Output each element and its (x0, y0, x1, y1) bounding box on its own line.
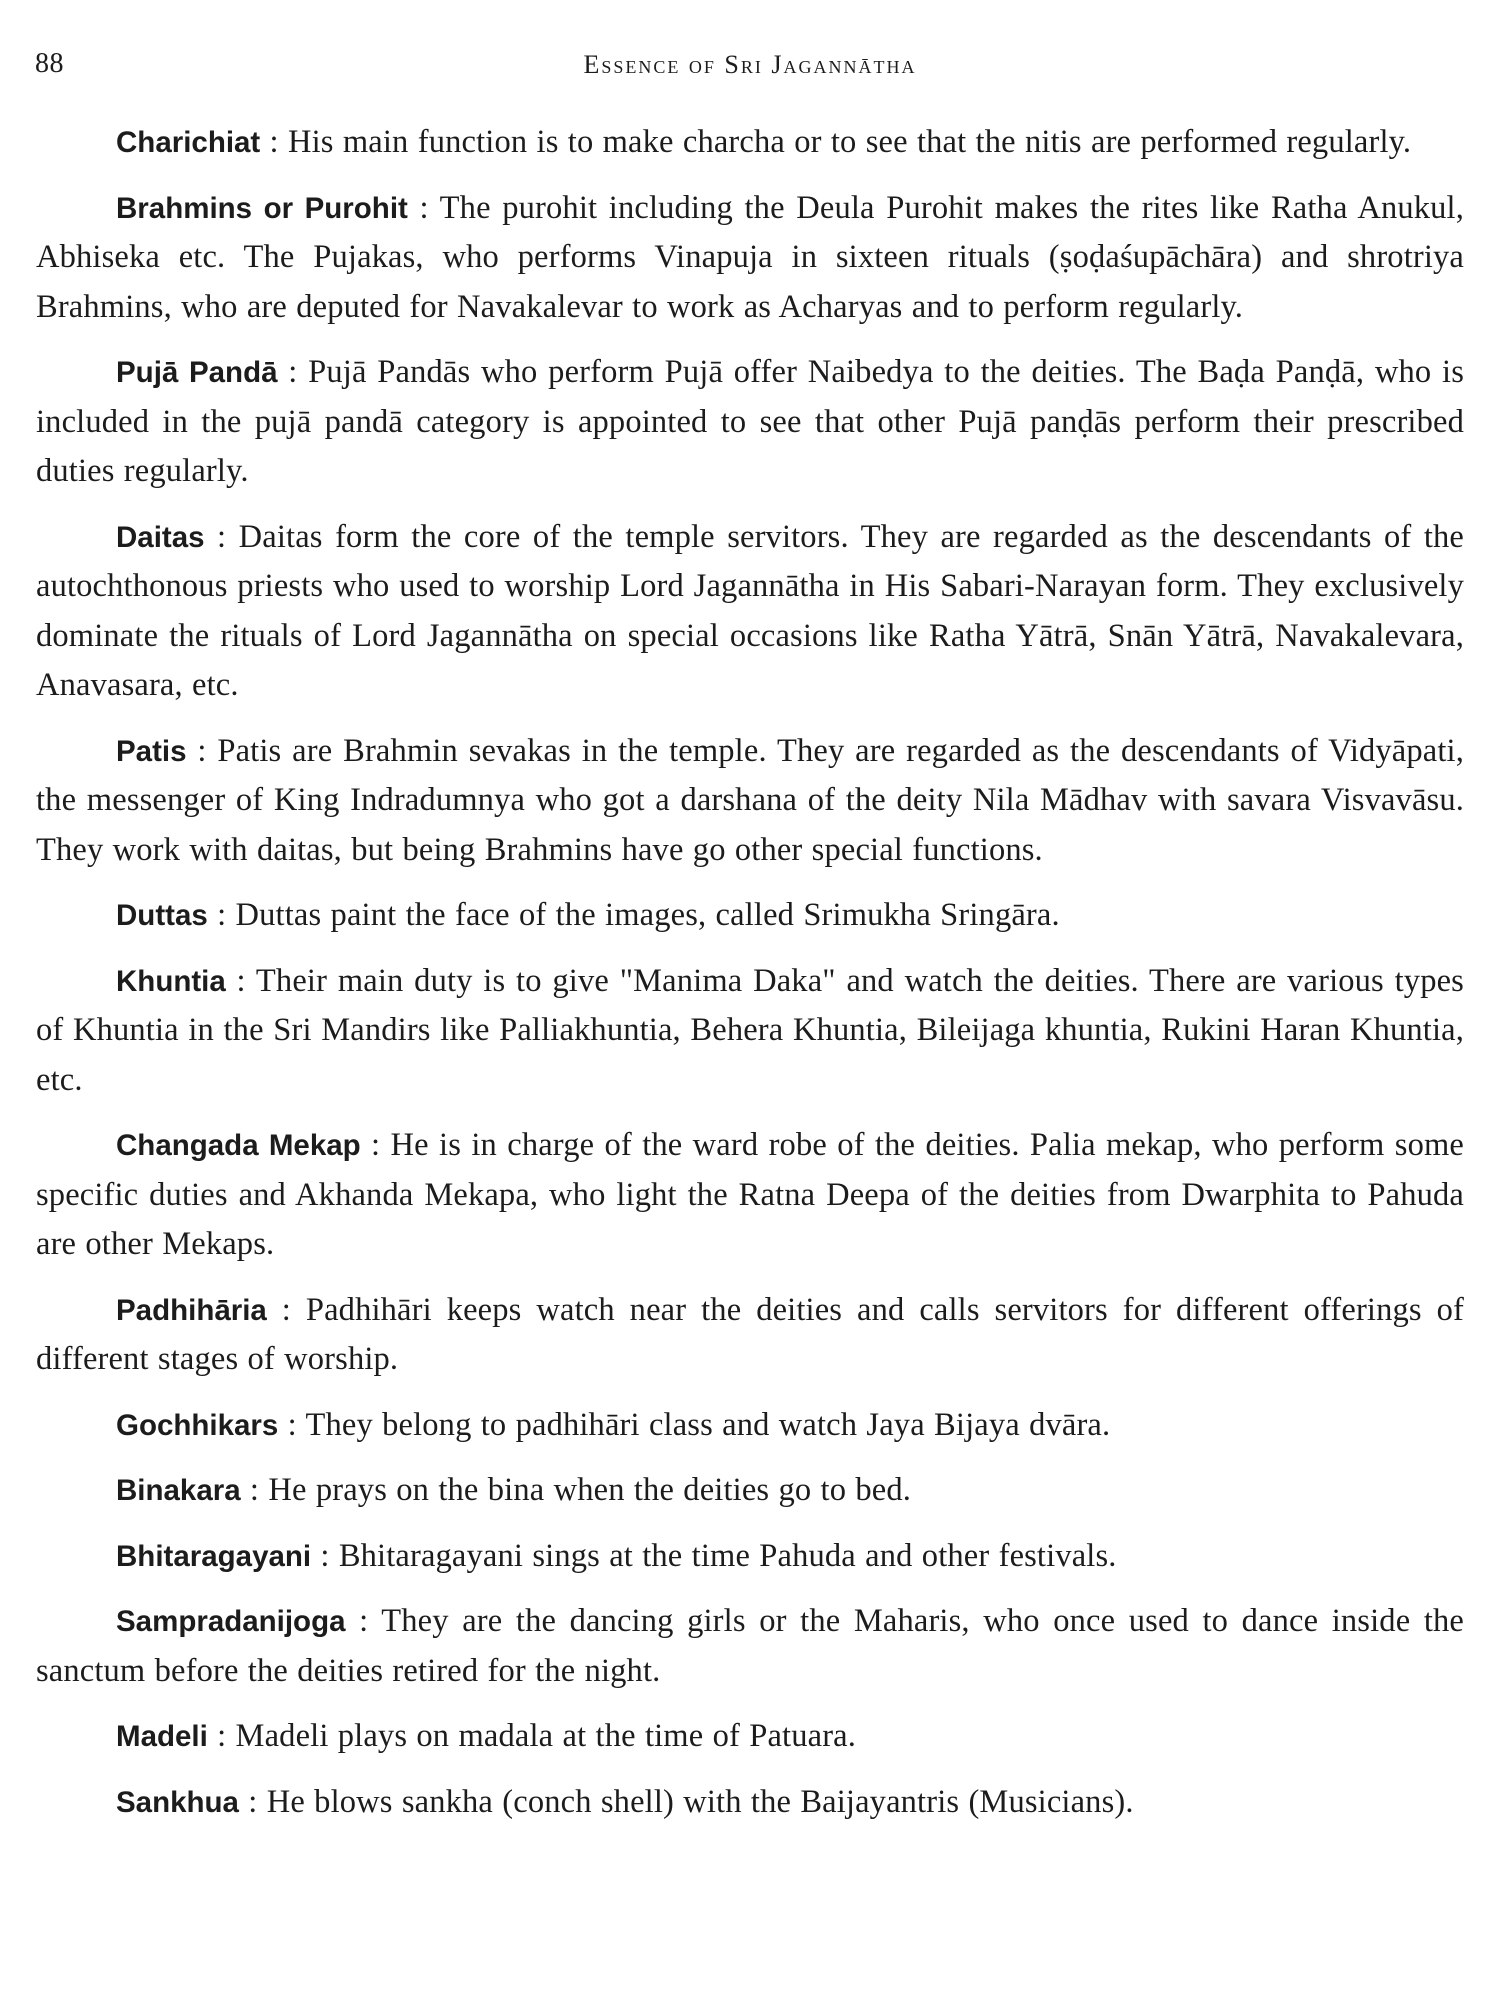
entry-text: Bhitaragayani sings at the time Pahuda and other festivals. (338, 1537, 1117, 1574)
entry-khuntia (36, 957, 1464, 1106)
entry-puja-panda (36, 348, 1464, 497)
entry-separator: : (225, 962, 256, 999)
entry-text: They belong to padhihāri class and watch Jaya Bijaya dvāra. (305, 1406, 1111, 1443)
entry-term: Pujā Pandā (116, 356, 278, 389)
entry-term: Madeli (116, 1720, 208, 1753)
entry-separator: : (277, 354, 309, 390)
entry-separator: : (186, 732, 218, 769)
page-header (0, 48, 1500, 88)
page-number: 88 (35, 48, 64, 79)
entry-padhiharia (36, 1286, 1464, 1385)
entry-separator: : (204, 518, 239, 555)
entry-patis (36, 727, 1464, 876)
entry-separator: : (238, 1783, 267, 1820)
entry-term: Padhihāria (116, 1293, 267, 1327)
entry-separator: : (207, 1718, 236, 1754)
entry-text: He is in charge of the ward robe of the deities. Palia mekap, who perform some specific duties and Akhanda Mekapa, who light the Ratna Deepa of the deities from Dwarphita to Pahuda are other Mekaps. (36, 1127, 1464, 1262)
entry-separator: : (278, 1406, 306, 1443)
entry-text: He blows sankha (conch shell) with the Baijayantris (Musicians). (266, 1783, 1134, 1820)
entry-term: Brahmins or Purohit (116, 191, 408, 225)
running-title: Essence of Sri Jagannātha (583, 50, 917, 79)
entry-separator: : (260, 124, 288, 160)
entry-text: Their main duty is to give "Manima Daka" and watch the deities. There are various types of Khuntia in the Sri Mandirs like Palliakhuntia, Behera Khuntia, Bileijaga khuntia, Rukini Haran Khuntia, etc. (36, 962, 1464, 1098)
entry-term: Gochhikars (116, 1408, 279, 1442)
entry-separator: : (345, 1603, 382, 1639)
entry-term: Changada Mekap (116, 1129, 361, 1162)
entry-term: Sankhua (116, 1785, 239, 1819)
entry-text: Patis are Brahmin sevakas in the temple. They are regarded as the descendants of Vidyāpati, the messenger of King Indradumnya who got a darshana of the deity Nila Mādhav with savara Visvavāsu. They work with daitas, but being Brahmins have go other special functions. (36, 732, 1464, 868)
entry-text: Daitas form the core of the temple servitors. They are regarded as the descendants of the autochthonous priests who used to worship Lord Jagannātha in His Sabari-Narayan form. They exclusively dominate the rituals of Lord Jagannātha on special occasions like Ratha Yātrā, Snān Yātrā, Navakalevara, Anavasara, etc. (36, 518, 1465, 703)
entry-separator: : (207, 897, 236, 933)
entry-separator: : (240, 1472, 269, 1508)
page-body (36, 118, 1464, 1843)
entry-brahmins-or-purohit (36, 184, 1464, 333)
entry-madeli (36, 1712, 1464, 1762)
entry-duttas (36, 891, 1464, 941)
entry-separator: : (266, 1291, 306, 1328)
entry-text: Pujā Pandās who perform Pujā offer Naibedya to the deities. The Baḍa Panḍā, who is included in the pujā pandā category is appointed to see that other Pujā panḍās perform their prescribed duties regularly. (36, 354, 1464, 489)
entry-term: Bhitaragayani (116, 1539, 312, 1573)
entry-gochhikars (36, 1401, 1464, 1451)
entry-separator: : (360, 1127, 391, 1163)
entry-text: The purohit including the Deula Purohit makes the rites like Ratha Anukul, Abhiseka etc. The Pujakas, who performs Vinapuja in sixteen rituals (ṣoḍaśupāchāra) and shrotriya Brahmins, who are deputed for Navakalevar to work as Acharyas and to perform regularly. (36, 189, 1464, 325)
entry-sankhua (36, 1778, 1464, 1828)
entry-charichiat (36, 118, 1464, 168)
entry-text: Duttas paint the face of the images, called Srimukha Sringāra. (235, 897, 1060, 933)
entry-term: Patis (116, 734, 187, 768)
entry-changada-mekap (36, 1121, 1464, 1270)
entry-term: Sampradanijoga (116, 1605, 346, 1638)
entry-text: Padhihāri keeps watch near the deities and calls servitors for different offerings of different stages of worship. (36, 1291, 1464, 1377)
entry-binakara (36, 1466, 1464, 1516)
entry-sampradanijoga (36, 1597, 1464, 1696)
entry-bhitaragayani (36, 1532, 1464, 1582)
entry-daitas (36, 513, 1464, 711)
entry-separator: : (311, 1537, 339, 1574)
entry-term: Binakara (116, 1474, 241, 1507)
entry-term: Duttas (116, 899, 208, 932)
entry-term: Charichiat (116, 126, 261, 159)
entry-text: They are the dancing girls or the Maharis, who once used to dance inside the sanctum before the deities retired for the night. (36, 1603, 1464, 1689)
entry-text: He prays on the bina when the deities go to bed. (268, 1472, 912, 1508)
entry-text: Madeli plays on madala at the time of Patuara. (235, 1718, 857, 1754)
entry-separator: : (407, 189, 440, 226)
entry-term: Daitas (116, 520, 205, 554)
entry-term: Khuntia (116, 964, 226, 998)
entry-text: His main function is to make charcha or to see that the nitis are performed regularly. (288, 124, 1412, 160)
